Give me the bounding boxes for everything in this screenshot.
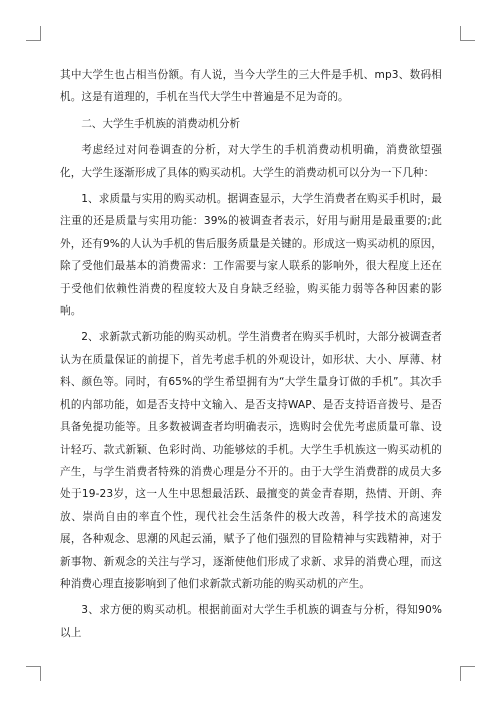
paragraph-intro: 考虑经过对问卷调查的分析，对大学生的手机消费动机明确，消费欲望强化，大学生逐渐形成了具体的购买动机。大学生的消费动机可以分为一下几种： [60, 144, 442, 179]
paragraph-motive-novelty: 2、求新款式新功能的购买动机。学生消费者在购买手机时，大部分被调查者认为在质量保证的前提下，首先考虑手机的外观设计，如形状、大小、厚薄、材料、颜色等。同时，有65%的学生希望拥有为“大学生量身订做的手机”。其次手机的内部功能，如是否支持中文输入、是否支持WAP、是否支持语音拨号、是否具备免提功能等。且多数被调查者均明确表示，选购时会优先考虑质量可靠、设计轻巧、款式新颖、色彩时尚、功能够炫的手机。大学生手机族这一购买动机的产生，与学生消费者特殊的消费心理是分不开的。由于大学生消费群的成员大多处于19-23岁，这一人生中思想最活跃、最擅变的黄金青春期，热情、开朗、奔放、崇尚自由的率直个性，现代社会生活条件的极大改善，科学技术的高速发展，各种观念、思潮的风起云涌，赋予了他们强烈的冒险精神与实践精神，对于新事物、新观念的关注与学习，逐渐使他们形成了求新、求异的消费心理，而这种消费心理直接影响到了他们求新款式新功能的购买动机的产生。 [60, 331, 442, 590]
crop-mark-top-left [26, 26, 41, 41]
crop-mark-bottom-left [26, 666, 41, 681]
document-body [60, 64, 442, 648]
paragraph-continuation: 其中大学生也占相当份额。有人说，当今大学生的三大件是手机、mp3、数码相机。这是有道理的，手机在当代大学生中普遍是不足为奇的。 [60, 69, 442, 104]
crop-mark-top-right [460, 26, 475, 41]
section-heading: 二、大学生手机族的消费动机分析 [81, 117, 241, 130]
paragraph-motive-quality: 1、求质量与实用的购买动机。据调查显示，大学生消费者在购买手机时，最注重的还是质量与实用功能：39%的被调查者表示，好用与耐用是最重要的;此外，还有9%的人认为手机的售后服务质量是关键的。形成这一购买动机的原因，除了受他们最基本的消费需求：工作需要与家人联系的影响外，很大程度上还在于受他们依赖性消费的程度较大及自身缺乏经验，购买能力弱等各种因素的影响。 [60, 193, 442, 318]
crop-mark-bottom-right [460, 666, 475, 681]
paragraph-motive-convenience: 3、求方便的购买动机。根据前面对大学生手机族的调查与分析，得知90%以上 [60, 604, 442, 639]
